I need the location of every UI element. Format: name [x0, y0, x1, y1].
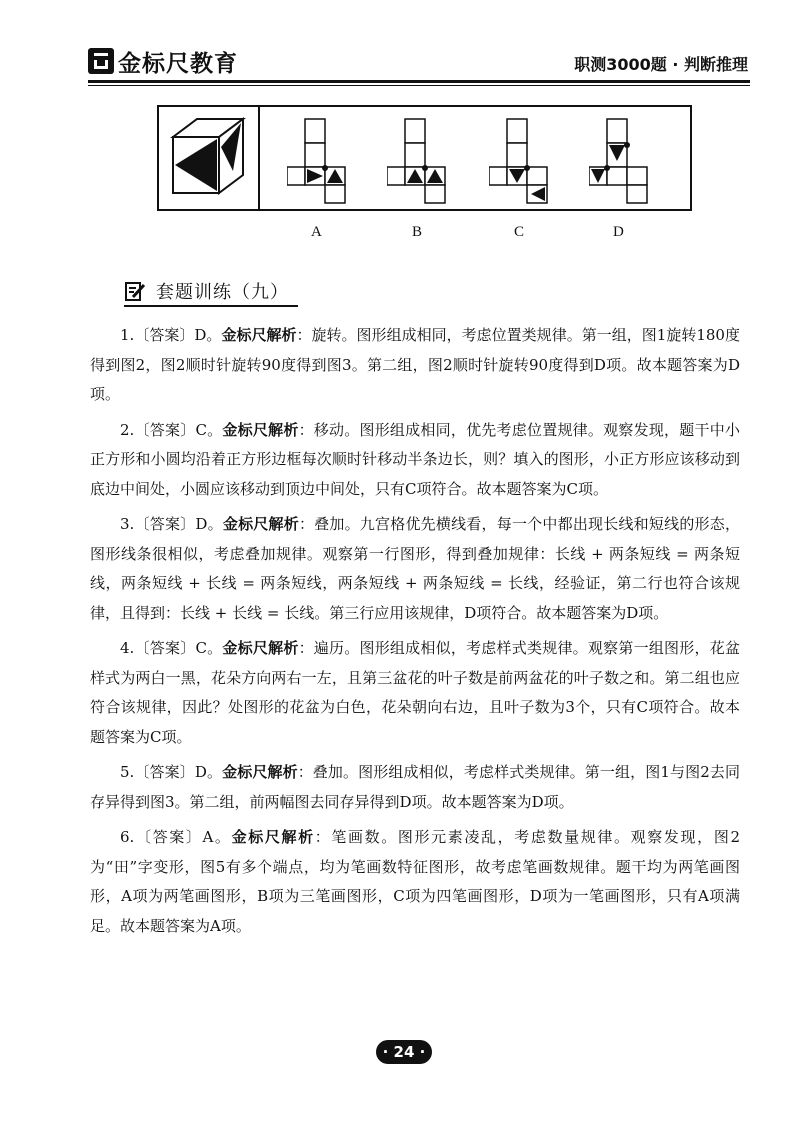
- answer-letter: D。: [195, 515, 223, 533]
- page-number: · 24 ·: [376, 1040, 432, 1064]
- answer-tag: 〔答案〕: [134, 420, 196, 439]
- analysis-tag: 金标尺解析: [222, 763, 298, 781]
- analysis-text: ：笔画数。图形元素凌乱，考虑数量规律。观察发现，图2为“田”字变形，图5有多个端点，均为笔画数特征图形，故考虑笔画数规律。题干均为两笔画图形，A项为两笔画图形，B项为三笔画图形，C项为四笔画图形，D项为一笔画图形，只有A项满足。故本题答案为A项。: [90, 828, 740, 935]
- pencil-note-icon: [124, 280, 146, 302]
- answer-tag: 〔答案〕: [134, 326, 195, 344]
- answer-tag: 〔答案〕: [134, 763, 195, 781]
- cube-figure: [159, 107, 258, 209]
- answer-letter: C。: [195, 639, 223, 657]
- answer-number: 4.: [120, 639, 135, 657]
- option-label-b: B: [412, 224, 423, 240]
- answer-tag: 〔答案〕: [134, 828, 203, 846]
- section-heading: [124, 278, 289, 304]
- option-label-c: C: [514, 224, 525, 240]
- answer-letter: D。: [194, 326, 222, 344]
- answer-item-4: [90, 634, 740, 752]
- analysis-tag: 金标尺解析: [222, 420, 299, 439]
- option-c-net: [489, 115, 559, 205]
- analysis-tag: 金标尺解析: [231, 828, 315, 846]
- option-label-a: A: [311, 224, 322, 240]
- page-header: [88, 44, 748, 80]
- answer-number: 3.: [120, 515, 135, 533]
- analysis-text: ：叠加。图形组成相似，考虑样式类规律。第一组，图1与图2去同存异得到图3。第二组，前两幅图去同存异得到D项。故本题答案为D项。: [90, 763, 740, 811]
- brand-name: 金标尺教育: [118, 50, 238, 77]
- answer-tag: 〔答案〕: [134, 515, 196, 533]
- header-divider: [88, 80, 750, 83]
- answer-number: 2.: [120, 420, 135, 439]
- question-figure: [157, 105, 692, 211]
- brand-logo: [88, 46, 238, 76]
- answer-item-3: [90, 510, 740, 628]
- analysis-tag: 金标尺解析: [221, 326, 297, 344]
- section-underline: [124, 305, 298, 307]
- answer-letter: A。: [202, 828, 232, 846]
- option-a-net: [287, 115, 357, 205]
- answer-tag: 〔答案〕: [134, 639, 196, 657]
- analysis-text: ：遍历。图形组成相似，考虑样式类规律。观察第一组图形，花盆样式为两白一黑，花朵方向两右一左，且第三盆花的叶子数是前两盆花的叶子数之和。第二组也应符合该规律，因此？处图形的花盆为白色，花朵朝向右边，且叶子数为3个，只有C项符合。故本题答案为C项。: [90, 639, 740, 746]
- answer-item-6: [90, 823, 740, 941]
- header-divider-thin: [88, 85, 750, 86]
- answer-number: 1.: [120, 326, 135, 344]
- book-title: 职测3000题 · 判断推理: [574, 55, 748, 74]
- option-b-net: [387, 115, 457, 205]
- answer-letter: C。: [195, 420, 223, 439]
- option-label-d: D: [613, 224, 624, 240]
- section-title: 套题训练（九）: [156, 282, 289, 303]
- answer-list: [90, 321, 740, 947]
- analysis-text: ：叠加。九宫格优先横线看，每一个中都出现长线和短线的形态，图形线条很相似，考虑叠加规律。观察第一行图形，得到叠加规律：长线 + 两条短线 = 两条短线，两条短线 + 长线 = 两条短线，两条短线 + 两条短线 = 长线，经验证，第二行也符合该规律，且得到：长线 + 长线 = 长线。第三行应用该规律，D项符合。故本题答案为D项。: [90, 515, 740, 622]
- figure-divider: [258, 107, 260, 209]
- analysis-tag: 金标尺解析: [222, 639, 299, 657]
- analysis-text: ：旋转。图形组成相同，考虑位置类规律。第一组，图1旋转180度得到图2，图2顺时针旋转90度得到图3。第二组，图2顺时针旋转90度得到D项。故本题答案为D项。: [90, 326, 740, 403]
- brand-logo-icon: [88, 48, 114, 74]
- analysis-text: ：移动。图形组成相同，优先考虑位置规律。观察发现，题干中小正方形和小圆均沿着正方形边框每次顺时针移动半条边长，则？填入的图形，小正方形应该移动到底边中间处，小圆应该移动到顶边中间处，只有C项符合。故本题答案为C项。: [90, 420, 740, 498]
- answer-item-5: [90, 758, 740, 817]
- answer-letter: D。: [194, 763, 223, 781]
- answer-number: 5.: [120, 763, 135, 781]
- answer-number: 6.: [120, 828, 135, 846]
- answer-item-2: [90, 416, 740, 505]
- analysis-tag: 金标尺解析: [222, 515, 299, 533]
- option-d-net: [589, 115, 659, 205]
- answer-item-1: [90, 321, 740, 410]
